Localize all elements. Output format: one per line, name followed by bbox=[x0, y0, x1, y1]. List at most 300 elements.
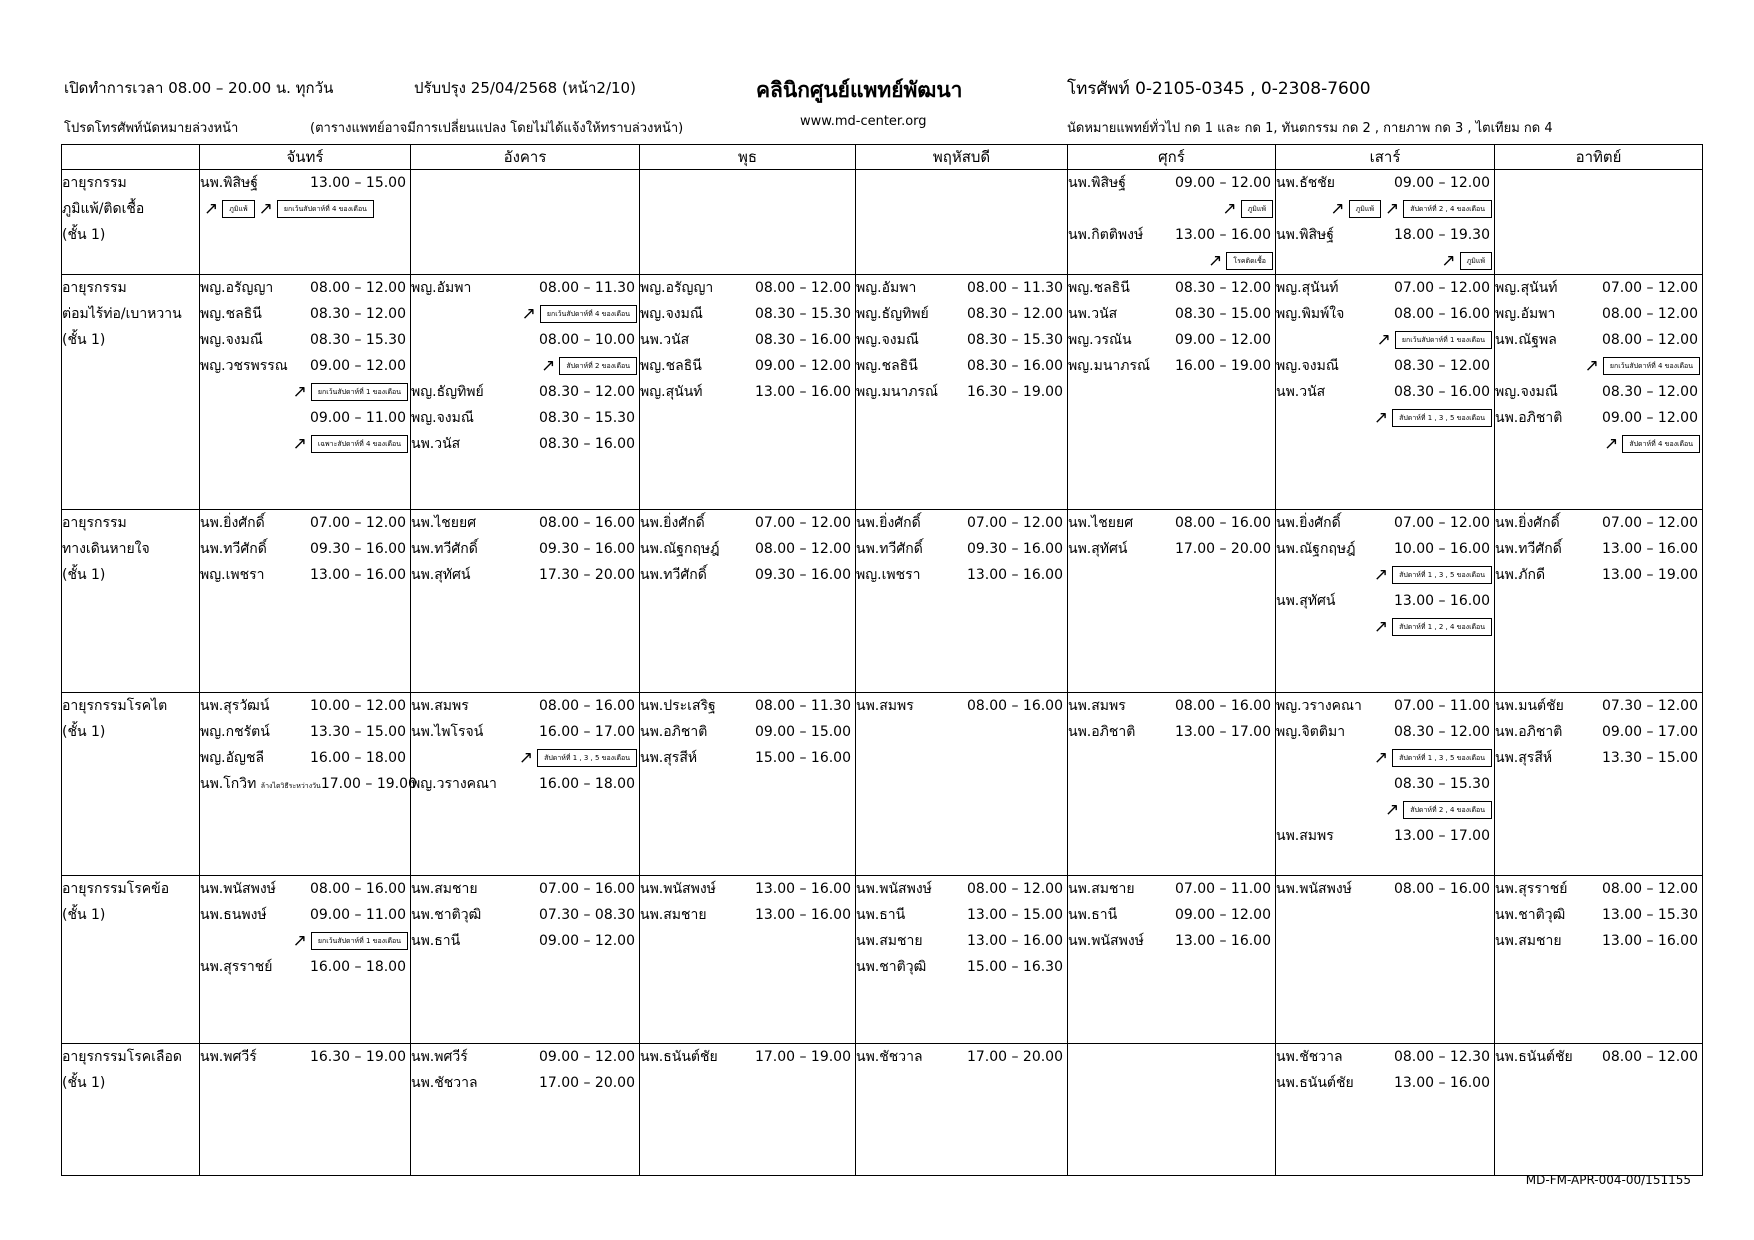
note-box: สัปดาห์ที่ 1 , 3 , 5 ของเดือน bbox=[1392, 409, 1492, 427]
doctor-name: นพ.สมพร bbox=[1276, 828, 1334, 844]
doctor-slot bbox=[856, 536, 1067, 562]
doctor-name-wrap bbox=[200, 538, 267, 560]
doctor-name: พญ.จงมณี bbox=[1276, 358, 1339, 374]
doctor-name-wrap bbox=[1276, 512, 1341, 534]
schedule-note bbox=[1276, 745, 1494, 771]
time-range: 13.00 – 17.00 bbox=[1174, 724, 1271, 740]
time-range: 13.00 – 16.00 bbox=[754, 384, 851, 400]
doctor-name: นพ.พนัสพงษ์ bbox=[200, 881, 276, 897]
doctor-subnote: ล้างไตวิธีระหว่างวัน bbox=[260, 782, 321, 790]
time-range: 08.30 – 15.30 bbox=[754, 306, 851, 322]
doctor-name-wrap bbox=[1495, 329, 1557, 351]
doctor-slot bbox=[640, 301, 855, 327]
time-range: 13.00 – 15.00 bbox=[309, 175, 406, 191]
time-range: 13.00 – 16.00 bbox=[1601, 933, 1698, 949]
doctor-name: พญ.วรางคณา bbox=[411, 776, 497, 792]
doctor-name-wrap bbox=[856, 303, 929, 325]
schedule-cell bbox=[1495, 510, 1703, 693]
note-box: ภูมิแพ้ bbox=[222, 200, 254, 218]
doctor-name-wrap bbox=[411, 564, 470, 586]
doctor-name: นพ.พิสิษฐ์ bbox=[1276, 227, 1334, 243]
doctor-name: พญ.จงมณี bbox=[411, 410, 474, 426]
schedule-cell bbox=[1495, 170, 1703, 275]
time-range: 13.00 – 16.00 bbox=[966, 933, 1063, 949]
doctor-slot bbox=[1068, 719, 1275, 745]
time-range: 17.00 – 20.00 bbox=[966, 1049, 1063, 1065]
doctor-name-wrap bbox=[411, 878, 478, 900]
time-range: 16.30 – 19.00 bbox=[966, 384, 1063, 400]
time-range: 09.00 – 12.00 bbox=[1601, 410, 1698, 426]
doctor-name-wrap bbox=[1068, 303, 1117, 325]
schedule-note bbox=[200, 928, 410, 954]
doctor-name-wrap bbox=[856, 904, 905, 926]
doctor-name-wrap bbox=[411, 695, 469, 717]
doctor-slot bbox=[856, 562, 1067, 588]
time-range: 08.30 – 15.30 bbox=[538, 410, 635, 426]
schedule-notice: (ตารางแพทย์อาจมีการเปลี่ยนแปลง โดยไม่ได้แจ้งให้ทราบล่วงหน้า) bbox=[310, 121, 684, 136]
arrow-icon: ↗ bbox=[1384, 198, 1400, 219]
department-name: อายุรกรรมโรคข้อ (ชั้น 1) bbox=[62, 876, 200, 1044]
time-range: 08.30 – 15.30 bbox=[966, 332, 1063, 348]
time-range: 08.30 – 12.00 bbox=[1601, 384, 1698, 400]
doctor-name-wrap bbox=[411, 1046, 468, 1068]
doctor-name-wrap bbox=[1068, 512, 1133, 534]
schedule-cell bbox=[411, 1044, 640, 1176]
schedule-cell bbox=[1068, 510, 1276, 693]
time-range: 07.00 – 12.00 bbox=[1601, 280, 1698, 296]
doctor-name: พญ.จิตติมา bbox=[1276, 724, 1346, 740]
doctor-name-wrap bbox=[411, 381, 484, 403]
doctor-name: นพ.วนัส bbox=[411, 436, 461, 452]
clinic-title: คลินิกศูนย์แพทย์พัฒนา bbox=[756, 78, 963, 102]
doctor-name-wrap bbox=[1276, 172, 1335, 194]
doctor-slot bbox=[640, 327, 855, 353]
doctor-name-wrap bbox=[1495, 277, 1558, 299]
doctor-name: นพ.พิสิษฐ์ bbox=[1068, 175, 1126, 191]
doctor-name: นพ.ณัฐพล bbox=[1495, 332, 1557, 348]
doctor-name: นพ.ณัฐกฤษฎ์ bbox=[640, 541, 720, 557]
doctor-slot bbox=[1276, 719, 1494, 745]
doctor-name: นพ.ชาติวุฒิ bbox=[856, 959, 927, 975]
doctor-slot bbox=[1276, 353, 1494, 379]
doctor-name-wrap bbox=[1276, 224, 1334, 246]
doctor-name: พญ.จงมณี bbox=[200, 332, 263, 348]
doctor-name: นพ.โกวิท bbox=[200, 776, 257, 792]
doctor-name: พญ.เพชรา bbox=[200, 567, 265, 583]
schedule-cell bbox=[411, 876, 640, 1044]
doctor-slot bbox=[856, 876, 1067, 902]
doctor-name: นพ.ยิ่งศักดิ์ bbox=[1276, 515, 1341, 531]
doctor-slot bbox=[1495, 1044, 1702, 1070]
time-range: 08.00 – 12.00 bbox=[1601, 332, 1698, 348]
time-range: 07.30 – 08.30 bbox=[538, 907, 635, 923]
doctor-slot bbox=[200, 327, 410, 353]
doctor-name-wrap bbox=[856, 355, 918, 377]
updated-date: ปรับปรุง 25/04/2568 (หน้า2/10) bbox=[414, 79, 636, 97]
schedule-note bbox=[1495, 431, 1702, 457]
doctor-name-wrap bbox=[200, 1046, 257, 1068]
doctor-name-wrap bbox=[200, 747, 264, 769]
doctor-slot bbox=[1068, 275, 1275, 301]
time-range: 08.00 – 12.00 bbox=[1601, 1049, 1698, 1065]
doctor-name-wrap bbox=[1068, 277, 1130, 299]
doctor-slot bbox=[640, 510, 855, 536]
note-box: สัปดาห์ที่ 1 , 2 , 4 ของเดือน bbox=[1392, 618, 1492, 636]
doctor-name: นพ.ยิ่งศักดิ์ bbox=[1495, 515, 1560, 531]
doctor-name: พญ.วรณัน bbox=[1068, 332, 1132, 348]
day-header: อาทิตย์ bbox=[1495, 145, 1703, 170]
time-range: 13.00 – 16.00 bbox=[1174, 933, 1271, 949]
time-range: 17.00 – 20.00 bbox=[1174, 541, 1271, 557]
doctor-slot bbox=[856, 353, 1067, 379]
doctor-name-wrap bbox=[856, 538, 923, 560]
time-range: 10.00 – 16.00 bbox=[1393, 541, 1490, 557]
doctor-slot bbox=[1495, 379, 1702, 405]
doctor-name-wrap bbox=[1068, 538, 1127, 560]
doctor-name: นพ.ไชยยศ bbox=[411, 515, 477, 531]
doctor-name: นพ.ชาติวุฒิ bbox=[1495, 907, 1566, 923]
department-name: อายุรกรรมโรคไต (ชั้น 1) bbox=[62, 693, 200, 876]
note-box: ยกเว้นสัปดาห์ที่ 4 ของเดือน bbox=[1603, 357, 1700, 375]
doctor-name: นพ.พนัสพงษ์ bbox=[1068, 933, 1144, 949]
doctor-slot bbox=[640, 719, 855, 745]
schedule-note bbox=[1276, 797, 1494, 823]
doctor-slot bbox=[640, 1044, 855, 1070]
doctor-name-wrap bbox=[1068, 355, 1150, 377]
schedule-cell bbox=[1068, 693, 1276, 876]
arrow-icon: ↗ bbox=[1373, 564, 1389, 585]
doctor-name: พญ.อรัญญา bbox=[200, 280, 274, 296]
day-header: พฤหัสบดี bbox=[856, 145, 1068, 170]
time-range: 16.00 – 18.00 bbox=[538, 776, 635, 792]
doctor-name: นพ.อภิชาติ bbox=[1068, 724, 1136, 740]
time-range: 09.00 – 12.00 bbox=[538, 933, 635, 949]
doctor-name-wrap bbox=[856, 930, 923, 952]
time-range: 09.30 – 16.00 bbox=[309, 541, 406, 557]
schedule-cell bbox=[1495, 693, 1703, 876]
schedule-cell bbox=[640, 275, 856, 510]
doctor-slot bbox=[411, 275, 639, 301]
doctor-name: นพ.ทวีศักดิ์ bbox=[411, 541, 478, 557]
doctor-slot bbox=[640, 902, 855, 928]
schedule-cell bbox=[1276, 876, 1495, 1044]
doctor-name-wrap bbox=[1276, 590, 1335, 612]
doctor-name: นพ.ทวีศักดิ์ bbox=[1495, 541, 1562, 557]
doctor-slot bbox=[1495, 876, 1702, 902]
doctor-slot bbox=[1068, 327, 1275, 353]
doctor-slot bbox=[200, 954, 410, 980]
doctor-name: นพ.อภิชาติ bbox=[1495, 724, 1563, 740]
schedule-note bbox=[1068, 196, 1275, 222]
doctor-name-wrap bbox=[640, 512, 705, 534]
doctor-name-wrap bbox=[856, 878, 932, 900]
time-range: 13.00 – 16.00 bbox=[754, 881, 851, 897]
doctor-name-wrap bbox=[1068, 721, 1135, 743]
time-range: 13.00 – 16.00 bbox=[754, 907, 851, 923]
doctor-slot bbox=[411, 431, 639, 457]
time-range: 13.00 – 16.00 bbox=[1601, 541, 1698, 557]
time-range: 08.30 – 12.00 bbox=[538, 384, 635, 400]
time-range: 07.00 – 11.00 bbox=[1393, 698, 1490, 714]
doctor-name: พญ.ชลธินี bbox=[640, 358, 702, 374]
doctor-name-wrap bbox=[640, 1046, 718, 1068]
schedule-note bbox=[1276, 405, 1494, 431]
doctor-slot bbox=[856, 327, 1067, 353]
doctor-slot bbox=[1276, 170, 1494, 196]
doctor-name: นพ.สุรสีห์ bbox=[640, 750, 698, 766]
time-range: 08.30 – 16.00 bbox=[754, 332, 851, 348]
time-range: 09.00 – 12.00 bbox=[1393, 175, 1490, 191]
time-range: 08.00 – 12.00 bbox=[309, 280, 406, 296]
doctor-slot bbox=[856, 954, 1067, 980]
time-range: 10.00 – 12.00 bbox=[309, 698, 406, 714]
time-range: 08.30 – 15.00 bbox=[1174, 306, 1271, 322]
doctor-name: นพ.ธานี bbox=[411, 933, 461, 949]
arrow-icon: ↗ bbox=[541, 355, 556, 376]
schedule-cell bbox=[1068, 275, 1276, 510]
doctor-name: พญ.ชลธินี bbox=[200, 306, 262, 322]
doctor-name: พญ.กชรัตน์ bbox=[200, 724, 270, 740]
schedule-cell bbox=[200, 1044, 411, 1176]
schedule-cell bbox=[1276, 275, 1495, 510]
doctor-slot bbox=[1495, 275, 1702, 301]
doctor-name-wrap bbox=[200, 904, 267, 926]
time-range: 08.00 – 16.00 bbox=[1174, 515, 1271, 531]
time-range: 09.00 – 11.00 bbox=[309, 907, 406, 923]
schedule-cell bbox=[640, 170, 856, 275]
time-range: 17.30 – 20.00 bbox=[538, 567, 635, 583]
doctor-name-wrap bbox=[640, 538, 720, 560]
time-range: 17.00 – 19.00 bbox=[754, 1049, 851, 1065]
doctor-slot bbox=[1276, 1070, 1494, 1096]
time-range: 13.00 – 16.00 bbox=[1174, 227, 1271, 243]
schedule-cell bbox=[411, 170, 640, 275]
time-range: 08.30 – 12.00 bbox=[1393, 358, 1490, 374]
time-range: 13.00 – 19.00 bbox=[1601, 567, 1698, 583]
day-header: จันทร์ bbox=[200, 145, 411, 170]
doctor-slot bbox=[411, 902, 639, 928]
doctor-name-wrap bbox=[200, 721, 270, 743]
doctor-name: นพ.สมพร bbox=[1068, 698, 1126, 714]
time-range: 18.00 – 19.30 bbox=[1393, 227, 1490, 243]
doctor-name-wrap bbox=[1276, 825, 1334, 847]
doctor-name: นพ.ชัชวาล bbox=[856, 1049, 923, 1065]
time-range: 09.00 – 11.00 bbox=[309, 410, 406, 426]
doctor-name: พญ.มนาภรณ์ bbox=[1068, 358, 1151, 374]
doctor-name-wrap bbox=[640, 904, 707, 926]
doctor-name: พญ.วชรพรรณ bbox=[200, 358, 288, 374]
doctor-name-wrap bbox=[1068, 930, 1144, 952]
doctor-name: นพ.ทวีศักดิ์ bbox=[640, 567, 707, 583]
day-header: อังคาร bbox=[411, 145, 640, 170]
doctor-name-wrap bbox=[1495, 695, 1564, 717]
note-box: ยกเว้นสัปดาห์ที่ 4 ของเดือน bbox=[277, 200, 374, 218]
doctor-name-wrap bbox=[1068, 878, 1135, 900]
time-range: 08.30 – 16.00 bbox=[538, 436, 635, 452]
doctor-slot bbox=[856, 510, 1067, 536]
doctor-name: นพ.ยิ่งศักดิ์ bbox=[640, 515, 705, 531]
department-row bbox=[62, 275, 1703, 510]
doctor-name: นพ.ทวีศักดิ์ bbox=[856, 541, 923, 557]
doctor-name-wrap bbox=[1276, 355, 1339, 377]
department-row bbox=[62, 510, 1703, 693]
arrow-icon: ↗ bbox=[521, 303, 536, 324]
time-range: 17.00 – 19.00 bbox=[320, 776, 417, 792]
doctor-name-wrap bbox=[411, 407, 474, 429]
doctor-name-wrap bbox=[640, 721, 707, 743]
doctor-slot bbox=[411, 928, 639, 954]
schedule-cell bbox=[1068, 170, 1276, 275]
note-box: ยกเว้นสัปดาห์ที่ 4 ของเดือน bbox=[540, 305, 637, 323]
time-range: 08.00 – 11.30 bbox=[966, 280, 1063, 296]
time-range: 08.00 – 12.00 bbox=[966, 881, 1063, 897]
time-range: 16.00 – 17.00 bbox=[538, 724, 635, 740]
doctor-slot bbox=[1495, 745, 1702, 771]
arrow-icon: ↗ bbox=[1376, 329, 1391, 350]
doctor-name-wrap bbox=[856, 329, 919, 351]
doctor-slot bbox=[856, 928, 1067, 954]
doctor-name-wrap bbox=[1495, 930, 1562, 952]
doctor-slot bbox=[1068, 170, 1275, 196]
doctor-slot bbox=[200, 353, 410, 379]
doctor-slot bbox=[200, 771, 417, 797]
note-box: ภูมิแพ้ bbox=[1349, 200, 1381, 218]
arrow-icon: ↗ bbox=[1584, 355, 1599, 376]
time-range: 13.00 – 16.00 bbox=[966, 567, 1063, 583]
arrow-icon: ↗ bbox=[1441, 250, 1456, 271]
doctor-slot bbox=[1276, 771, 1494, 797]
doctor-name-wrap bbox=[1495, 878, 1567, 900]
doctor-name: พญ.ธัญทิพย์ bbox=[411, 384, 484, 400]
department-row bbox=[62, 1044, 1703, 1176]
doctor-name: นพ.ชาติวุฒิ bbox=[411, 907, 482, 923]
doctor-slot bbox=[1068, 536, 1275, 562]
doctor-slot bbox=[1276, 536, 1494, 562]
department-row bbox=[62, 693, 1703, 876]
time-range: 16.30 – 19.00 bbox=[309, 1049, 406, 1065]
doctor-name: นพ.ธัชชัย bbox=[1276, 175, 1336, 191]
time-range: 07.00 – 12.00 bbox=[966, 515, 1063, 531]
doctor-slot bbox=[1068, 876, 1275, 902]
doctor-name: พญ.สุนันท์ bbox=[640, 384, 703, 400]
time-range: 08.30 – 12.00 bbox=[1393, 724, 1490, 740]
doctor-slot bbox=[200, 170, 410, 196]
schedule-cell bbox=[411, 693, 640, 876]
doctor-slot bbox=[1495, 902, 1702, 928]
doctor-name: นพ.พนัสพงษ์ bbox=[1276, 881, 1352, 897]
doctor-slot bbox=[1495, 928, 1702, 954]
doctor-slot bbox=[1068, 222, 1275, 248]
time-range: 15.00 – 16.30 bbox=[966, 959, 1063, 975]
schedule-cell bbox=[640, 876, 856, 1044]
doctor-slot bbox=[411, 379, 639, 405]
schedule-cell bbox=[1276, 510, 1495, 693]
doctor-slot bbox=[640, 275, 855, 301]
doctor-name: นพ.ยิ่งศักดิ์ bbox=[200, 515, 265, 531]
doctor-name-wrap bbox=[200, 329, 263, 351]
doctor-name: นพ.ธนันต์ชัย bbox=[640, 1049, 718, 1065]
note-box: ภูมิแพ้ bbox=[1241, 200, 1273, 218]
doctor-name: นพ.ชัชวาล bbox=[411, 1075, 478, 1091]
doctor-slot bbox=[1276, 275, 1494, 301]
schedule-cell bbox=[1276, 693, 1495, 876]
time-range: 13.00 – 15.30 bbox=[1601, 907, 1698, 923]
time-range: 07.00 – 11.00 bbox=[1174, 881, 1271, 897]
phone-menu: นัดหมายแพทย์ทั่วไป กด 1 และ กด 1, ทันตกรรม กด 2 , กายภาพ กด 3 , ไตเทียม กด 4 bbox=[1067, 121, 1553, 136]
schedule-note bbox=[1495, 353, 1702, 379]
schedule-note bbox=[1276, 196, 1494, 222]
doctor-slot bbox=[640, 745, 855, 771]
doctor-slot bbox=[200, 719, 410, 745]
doctor-slot bbox=[200, 876, 410, 902]
day-header: เสาร์ bbox=[1276, 145, 1495, 170]
doctor-name: นพ.สุรราชย์ bbox=[200, 959, 273, 975]
doctor-slot bbox=[1276, 301, 1494, 327]
doctor-slot bbox=[200, 902, 410, 928]
doctor-slot bbox=[856, 275, 1067, 301]
schedule-cell bbox=[640, 1044, 856, 1176]
doctor-name-wrap bbox=[640, 695, 716, 717]
note-box: สัปดาห์ที่ 2 , 4 ของเดือน bbox=[1403, 801, 1492, 819]
doctor-name-wrap bbox=[1068, 172, 1126, 194]
department-name: อายุรกรรม ภูมิแพ้/ติดเชื้อ (ชั้น 1) bbox=[62, 170, 200, 275]
doctor-slot bbox=[640, 536, 855, 562]
doctor-name-wrap bbox=[1276, 303, 1344, 325]
doctor-slot bbox=[1276, 693, 1494, 719]
doctor-slot bbox=[640, 693, 855, 719]
doctor-name-wrap bbox=[200, 564, 265, 586]
time-range: 09.00 – 17.00 bbox=[1601, 724, 1698, 740]
department-name: อายุรกรรม ทางเดินหายใจ (ชั้น 1) bbox=[62, 510, 200, 693]
doctor-slot bbox=[640, 562, 855, 588]
doctor-name-wrap bbox=[1276, 1046, 1343, 1068]
doctor-name: พญ.อัญชลี bbox=[200, 750, 265, 766]
doctor-slot bbox=[1495, 719, 1702, 745]
doctor-name: นพ.สมพร bbox=[411, 698, 469, 714]
time-range: 17.00 – 20.00 bbox=[538, 1075, 635, 1091]
schedule-note bbox=[1276, 614, 1494, 640]
time-range: 08.00 – 16.00 bbox=[309, 881, 406, 897]
time-range: 09.30 – 16.00 bbox=[754, 567, 851, 583]
schedule-cell bbox=[1495, 275, 1703, 510]
doctor-slot bbox=[411, 1044, 639, 1070]
doctor-name-wrap bbox=[200, 355, 288, 377]
time-range: 07.00 – 12.00 bbox=[309, 515, 406, 531]
doctor-name: พญ.พิมพ์ใจ bbox=[1276, 306, 1345, 322]
doctor-slot bbox=[1495, 301, 1702, 327]
website[interactable]: www.md-center.org bbox=[800, 114, 927, 129]
time-range: 08.00 – 12.00 bbox=[1601, 306, 1698, 322]
time-range: 08.00 – 12.30 bbox=[1393, 1049, 1490, 1065]
doctor-slot bbox=[1495, 405, 1702, 431]
doctor-name: พญ.เพชรา bbox=[856, 567, 921, 583]
doctor-name-wrap bbox=[1495, 1046, 1573, 1068]
schedule-cell bbox=[1068, 1044, 1276, 1176]
time-range: 08.30 – 15.30 bbox=[1393, 776, 1490, 792]
time-range: 09.30 – 16.00 bbox=[538, 541, 635, 557]
doctor-slot bbox=[200, 405, 410, 431]
doctor-name: นพ.ณัฐกฤษฎ์ bbox=[1276, 541, 1356, 557]
time-range: 09.00 – 12.00 bbox=[538, 1049, 635, 1065]
doctor-name: นพ.วนัส bbox=[640, 332, 690, 348]
time-range: 08.00 – 16.00 bbox=[1174, 698, 1271, 714]
doctor-name-wrap bbox=[856, 956, 926, 978]
doctor-name-wrap bbox=[856, 695, 914, 717]
doctor-slot bbox=[411, 719, 639, 745]
doctor-name-wrap bbox=[1495, 564, 1545, 586]
doctor-name-wrap bbox=[1495, 407, 1562, 429]
doctor-name: พญ.ชลธินี bbox=[856, 358, 918, 374]
